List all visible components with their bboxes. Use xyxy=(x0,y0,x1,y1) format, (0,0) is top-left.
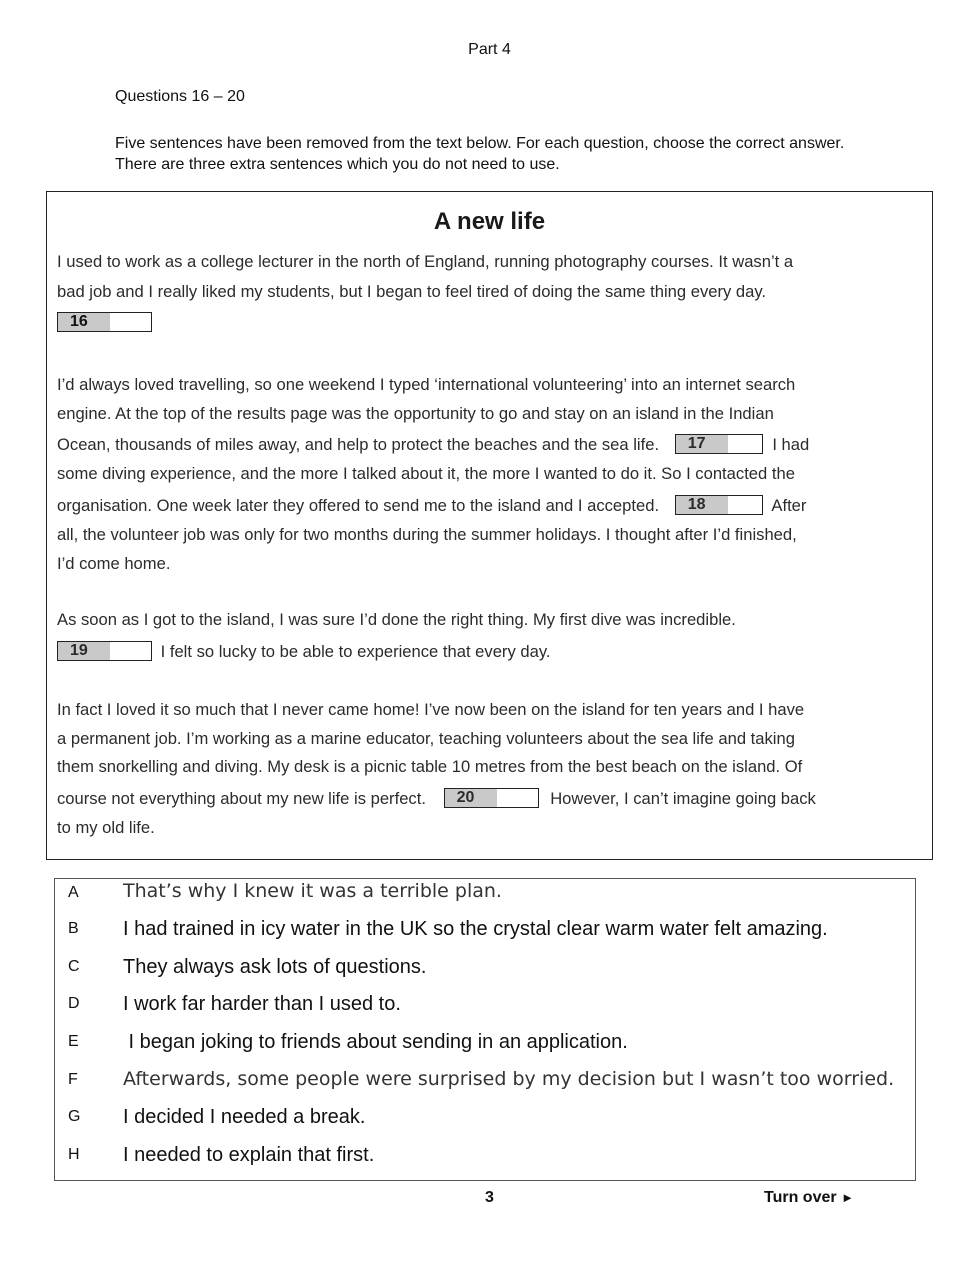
passage-line-with-gap xyxy=(57,641,551,662)
turn-over xyxy=(764,1189,854,1207)
passage-line: some diving experience, and the more I talked about it, the more I wanted to do it. So I contacted the xyxy=(57,464,795,483)
option-letter-c: C xyxy=(68,958,80,975)
passage-text: I had xyxy=(772,435,810,454)
gap-number: 20 xyxy=(445,789,497,807)
page-number: 3 xyxy=(485,1189,494,1206)
option-letter-b: B xyxy=(68,920,79,937)
gap-number: 19 xyxy=(58,642,110,660)
passage-line: As soon as I got to the island, I was sure I’d done the right thing. My first dive was incredible. xyxy=(57,610,736,629)
option-letter-a: A xyxy=(68,884,79,901)
option-letter-f: F xyxy=(68,1071,78,1088)
option-a[interactable]: That’s why I knew it was a terrible plan. xyxy=(123,880,502,902)
passage-text: Ocean, thousands of miles away, and help to protect the beaches and the sea life. xyxy=(57,435,660,454)
gap-number: 18 xyxy=(676,496,728,514)
option-letter-h: H xyxy=(68,1146,80,1163)
option-d[interactable]: I work far harder than I used to. xyxy=(123,993,401,1015)
passage-text: course not everything about my new life is perfect. xyxy=(57,789,426,808)
option-letter-d: D xyxy=(68,995,80,1012)
option-f[interactable]: Afterwards, some people were surprised by my decision but I wasn’t too worried. xyxy=(123,1068,895,1090)
gap-17-box[interactable] xyxy=(675,434,763,454)
passage-line: I’d always loved travelling, so one weekend I typed ‘international volunteering’ into an internet search xyxy=(57,375,796,394)
turn-over-label: Turn over xyxy=(764,1189,837,1206)
passage-line: to my old life. xyxy=(57,818,155,837)
passage-line: them snorkelling and diving. My desk is a picnic table 10 metres from the best beach on the island. Of xyxy=(57,757,803,776)
passage-text: I felt so lucky to be able to experience that every day. xyxy=(160,642,551,661)
triangle-right-icon: ► xyxy=(841,1190,854,1205)
option-letter-e: E xyxy=(68,1033,79,1050)
option-c[interactable]: They always ask lots of questions. xyxy=(123,956,427,978)
passage-line: all, the volunteer job was only for two months during the summer holidays. I thought after I’d finished, xyxy=(57,525,797,544)
option-letter-g: G xyxy=(68,1108,81,1125)
passage-line-with-gap xyxy=(57,788,816,809)
passage-line: a permanent job. I’m working as a marine educator, teaching volunteers about the sea life and taking xyxy=(57,729,795,748)
option-e[interactable]: I began joking to friends about sending in an application. xyxy=(123,1031,628,1053)
passage-text: organisation. One week later they offered to send me to the island and I accepted. xyxy=(57,496,660,515)
option-h[interactable]: I needed to explain that first. xyxy=(123,1144,375,1166)
passage-line-with-gap xyxy=(57,434,809,455)
instructions: Five sentences have been removed from the text below. For each question, choose the correct answer. There are three extra sentences which you do not need to use. xyxy=(115,135,845,173)
passage-title: A new life xyxy=(433,208,546,235)
option-b[interactable]: I had trained in icy water in the UK so the crystal clear warm water felt amazing. xyxy=(123,918,828,940)
gap-16-box[interactable] xyxy=(57,312,152,332)
question-range: Questions 16 – 20 xyxy=(115,88,245,105)
passage-text: After xyxy=(771,496,807,515)
gap-18-box[interactable] xyxy=(675,495,763,515)
gap-number: 17 xyxy=(676,435,728,453)
part-heading: Part 4 xyxy=(468,41,511,58)
option-g[interactable]: I decided I needed a break. xyxy=(123,1106,366,1128)
passage-line-with-gap xyxy=(57,495,806,516)
gap-number: 16 xyxy=(58,313,110,331)
passage-line: I used to work as a college lecturer in the north of England, running photography courses. It wasn’t a xyxy=(57,252,794,271)
passage-line: bad job and I really liked my students, but I began to feel tired of doing the same thing every day. xyxy=(57,282,767,301)
passage-text: However, I can’t imagine going back xyxy=(550,789,816,808)
passage-line: I’d come home. xyxy=(57,554,171,573)
gap-19-box[interactable] xyxy=(57,641,152,661)
passage-line: engine. At the top of the results page was the opportunity to go and stay on an island in the Indian xyxy=(57,404,774,423)
passage-line: In fact I loved it so much that I never came home! I’ve now been on the island for ten years and I have xyxy=(57,700,805,719)
gap-20-box[interactable] xyxy=(444,788,539,808)
